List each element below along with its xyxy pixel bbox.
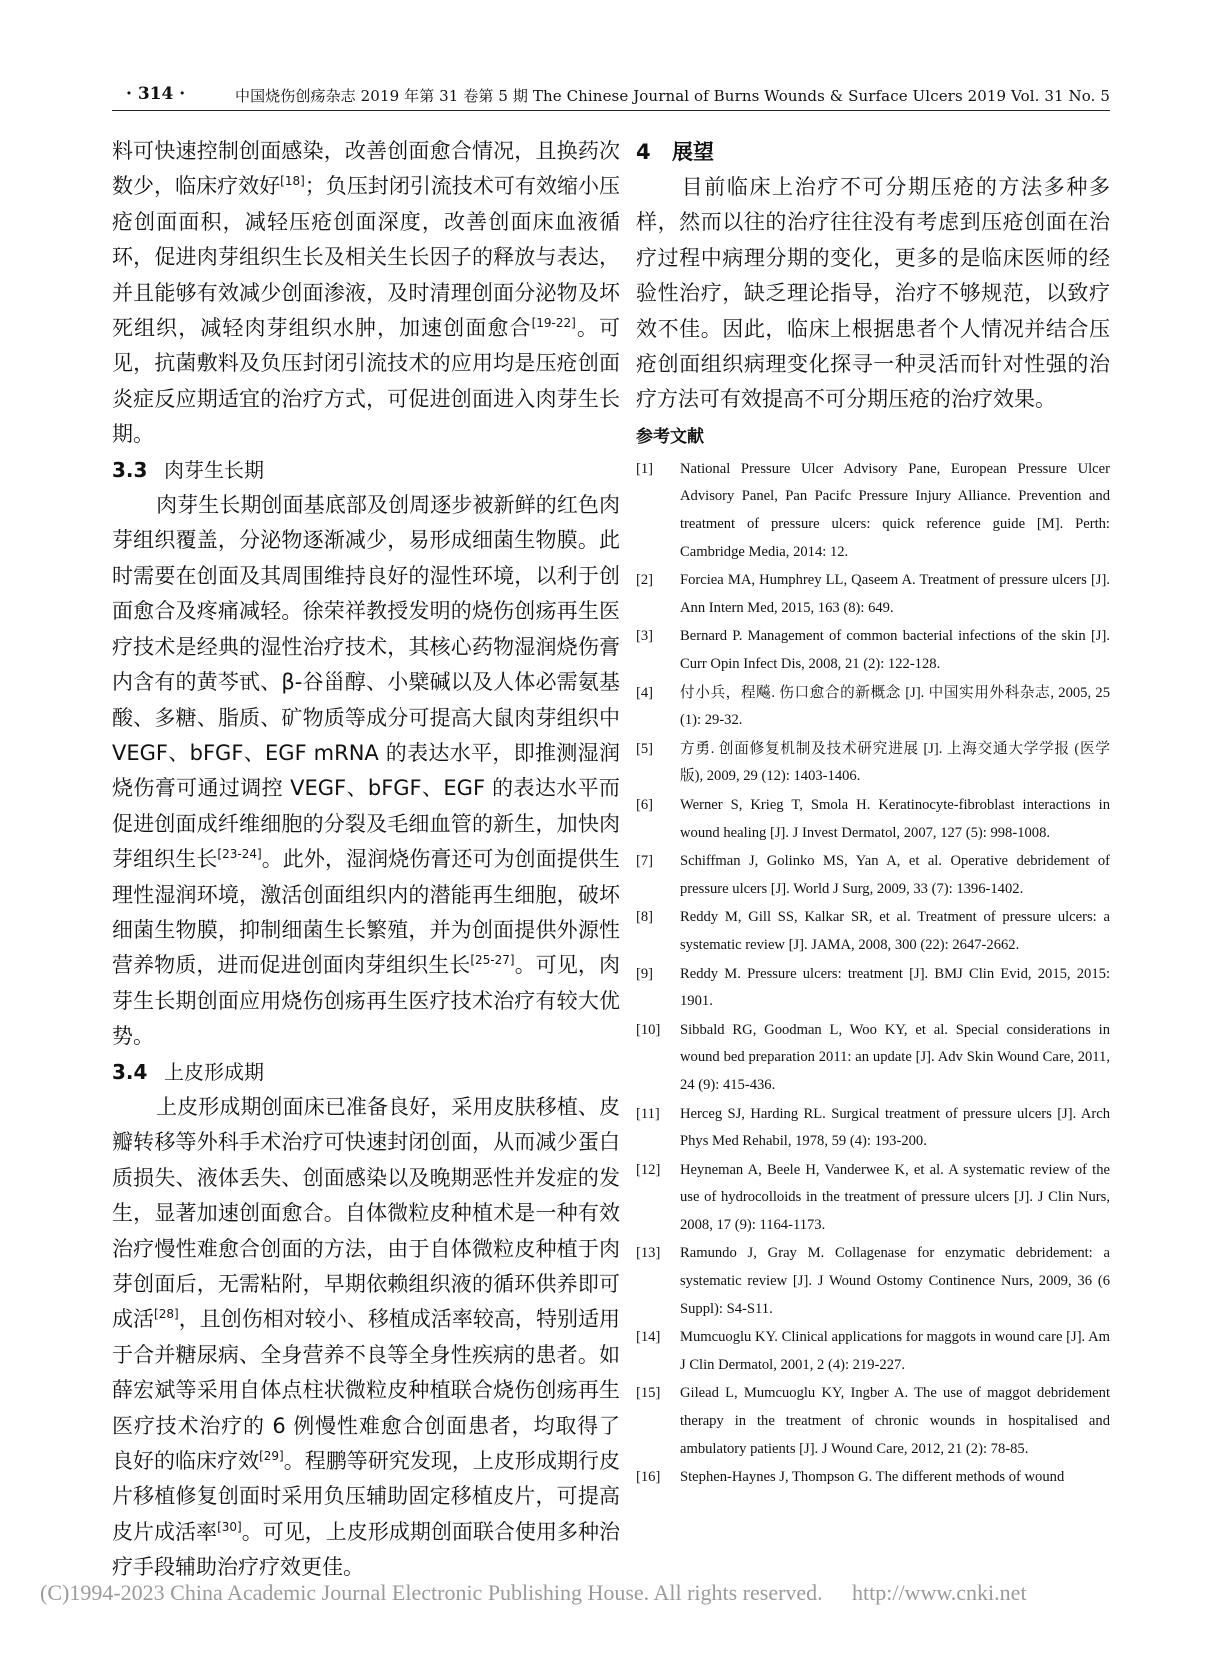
references-heading: 参考文献 bbox=[636, 426, 704, 447]
reference-item: [3] Bernard P. Management of common bacterial infections of the skin [J]. Curr Opin Infect Dis, 2008, 21 (2): 122-128. bbox=[636, 628, 1110, 672]
journal-title: 中国烧伤创疡杂志 2019 年第 31 卷第 5 期 The Chinese Journal of Burns Wounds & Surface Ulcers 2019 Vol. 31 No. 5 bbox=[234, 87, 1110, 105]
reference-item: [9] Reddy M. Pressure ulcers: treatment [J]. BMJ Clin Evid, 2015, 2015: 1901. bbox=[636, 965, 1110, 1010]
citation[interactable]: [30] bbox=[217, 1519, 242, 1534]
left-column bbox=[112, 134, 620, 1586]
copyright-footer bbox=[40, 1580, 1180, 1606]
reference-item: [5] 方勇. 创面修复机制及技术研究进展 [J]. 上海交通大学学报 (医学版), 2009, 29 (12): 1403-1406. bbox=[636, 740, 1110, 785]
citation[interactable]: [18] bbox=[280, 174, 305, 189]
reference-item: [16] Stephen-Haynes J, Thompson G. The different methods of wound bbox=[636, 1469, 1065, 1486]
reference-list bbox=[636, 456, 1110, 1492]
right-column bbox=[636, 134, 1110, 1493]
reference-item: [8] Reddy M, Gill SS, Kalkar SR, et al. Treatment of pressure ulcers: a systematic review [J]. JAMA, 2008, 300 (22): 2647-2662. bbox=[636, 909, 1110, 953]
reference-item: [1] National Pressure Ulcer Advisory Pane, European Pressure Ulcer Advisory Panel, Pan Pacifc Pressure Injury Alliance. Prevention and treatment of pressure ulcers: quick reference guide [M]. Perth: Cambridge Media, 2014: 12. bbox=[636, 460, 1110, 560]
citation[interactable]: [23-24] bbox=[217, 847, 262, 862]
cnki-link[interactable]: http://www.cnki.net bbox=[852, 1580, 1027, 1605]
section-heading-4: 4 展望 bbox=[636, 140, 714, 164]
paragraph-outlook: 目前临床上治疗不可分期压疮的方法多种多样，然而以往的治疗往往没有考虑到压疮创面在治疗过程中病理分期的变化，更多的是临床医师的经验性治疗，缺乏理论指导，治疗不够规范，以致疗效不佳。因此，临床上根据患者个人情况并结合压疮创面组织病理变化探寻一种灵活而针对性强的治疗方法可有效提高不可分期压疮的治疗效果。 bbox=[636, 175, 1110, 412]
reference-item: [2] Forciea MA, Humphrey LL, Qaseem A. Treatment of pressure ulcers [J]. Ann Intern Med, 2015, 163 (8): 649. bbox=[636, 572, 1110, 616]
paragraph-granulation: 肉芽生长期创面基底部及创周逐步被新鲜的红色肉芽组织覆盖，分泌物逐渐减少，易形成细菌生物膜。此时需要在创面及其周围维持良好的湿性环境，以利于创面愈合及疼痛减轻。徐荣祥教授发明的烧伤创疡再生医疗技术是经典的湿性治疗技术，其核心药物湿润烧伤膏内含有的黄芩甙、β-谷甾醇、小檗碱以及人体必需氨基酸、多糖、脂质、矿物质等成分可提高大鼠肉芽组织中 VEGF、bFGF、EGF mRNA 的表达水平，即推测湿润烧伤膏可通过调控 VEGF、bFGF、EGF 的表达水平而促进创面成纤维细胞的分裂及毛细血管的新生，加快肉芽组织生长[23-24]。此外，湿润烧伤膏还可为创面提供生理性湿润环境，激活创面组织内的潜能再生细胞，破坏细菌生物膜，抑制细菌生长繁殖，并为创面提供外源性营养物质，进而促进创面肉芽组织生长[25-27]。可见，肉芽生长期创面应用烧伤创疡再生医疗技术治疗有较大优势。 bbox=[112, 493, 621, 1049]
reference-item: [6] Werner S, Krieg T, Smola H. Keratinocyte-fibroblast interactions in wound healing [J]. J Invest Dermatol, 2007, 127 (5): 998-1008. bbox=[636, 796, 1110, 841]
citation[interactable]: [29] bbox=[259, 1449, 284, 1464]
section-heading-3-3: 3.3 肉芽生长期 bbox=[112, 457, 264, 482]
section-heading-3-4: 3.4 上皮形成期 bbox=[112, 1059, 264, 1084]
reference-item: [12] Heyneman A, Beele H, Vanderwee K, et al. A systematic review of the use of hydrocolloids in the treatment of pressure ulcers [J]. J Clin Nurs, 2008, 17 (9): 1164-1173. bbox=[636, 1161, 1110, 1233]
running-header bbox=[112, 84, 1110, 111]
page-number: · 314 · bbox=[126, 84, 186, 104]
reference-item: [11] Herceg SJ, Harding RL. Surgical treatment of pressure ulcers [J]. Arch Phys Med Rehabil, 1978, 59 (4): 193-200. bbox=[636, 1105, 1110, 1150]
citation[interactable]: [25-27] bbox=[470, 953, 515, 968]
copyright-text: (C)1994-2023 China Academic Journal Electronic Publishing House. All rights reserved. bbox=[40, 1580, 823, 1605]
reference-item: [15] Gilead L, Mumcuoglu KY, Ingber A. The use of maggot debridement therapy in the treatment of chronic wounds in hospitalised and ambulatory patients [J]. J Wound Care, 2012, 21 (2): 78-85. bbox=[636, 1385, 1110, 1457]
reference-item: [4] 付小兵，程飚. 伤口愈合的新概念 [J]. 中国实用外科杂志, 2005, 25 (1): 29-32. bbox=[636, 684, 1110, 729]
citation[interactable]: [28] bbox=[154, 1307, 179, 1322]
paragraph-dressing-therapy: 料可快速控制创面感染，改善创面愈合情况，且换药次数少，临床疗效好[18]；负压封闭引流技术可有效缩小压疮创面面积，减轻压疮创面深度，改善创面床血液循环，促进肉芽组织生长及相关生长因子的释放与表达，并且能够有效减少创面渗液，及时清理创面分泌物及坏死组织，减轻肉芽组织水肿，加速创面愈合[19-22]。可见，抗菌敷料及负压封闭引流技术的应用均是压疮创面炎症反应期适宜的治疗方式，可促进创面进入肉芽生长期。 bbox=[112, 139, 621, 447]
reference-item: [14] Mumcuoglu KY. Clinical applications for maggots in wound care [J]. Am J Clin Dermatol, 2001, 2 (4): 219-227. bbox=[636, 1329, 1110, 1373]
reference-item: [13] Ramundo J, Gray M. Collagenase for enzymatic debridement: a systematic review [J]. J Wound Ostomy Continence Nurs, 2009, 36 (6 Suppl): S4-S11. bbox=[636, 1245, 1110, 1317]
reference-item: [7] Schiffman J, Golinko MS, Yan A, et al. Operative debridement of pressure ulcers [J]. World J Surg, 2009, 33 (7): 1396-1402. bbox=[636, 853, 1110, 897]
reference-item: [10] Sibbald RG, Goodman L, Woo KY, et al. Special considerations in wound bed preparation 2011: an update [J]. Adv Skin Wound Care, 2011, 24 (9): 415-436. bbox=[636, 1021, 1110, 1093]
paragraph-epithelialization: 上皮形成期创面床已准备良好，采用皮肤移植、皮瓣转移等外科手术治疗可快速封闭创面，从而减少蛋白质损失、液体丢失、创面感染以及晚期恶性并发症的发生，显著加速创面愈合。自体微粒皮种植术是一种有效治疗慢性难愈合创面的方法，由于自体微粒皮种植于肉芽创面后，无需粘附，早期依赖组织液的循环供养即可成活[28]，且创伤相对较小、移植成活率较高，特别适用于合并糖尿病、全身营养不良等全身性疾病的患者。如薛宏斌等采用自体点柱状微粒皮种植联合烧伤创疡再生医疗技术治疗的 6 例慢性难愈合创面患者，均取得了良好的临床疗效[29]。程鹏等研究发现，上皮形成期行皮片移植修复创面时采用负压辅助固定移植皮片，可提高皮片成活率[30]。可见，上皮形成期创面联合使用多种治疗手段辅助治疗疗效更佳。 bbox=[112, 1094, 620, 1580]
citation[interactable]: [19-22] bbox=[531, 316, 576, 331]
